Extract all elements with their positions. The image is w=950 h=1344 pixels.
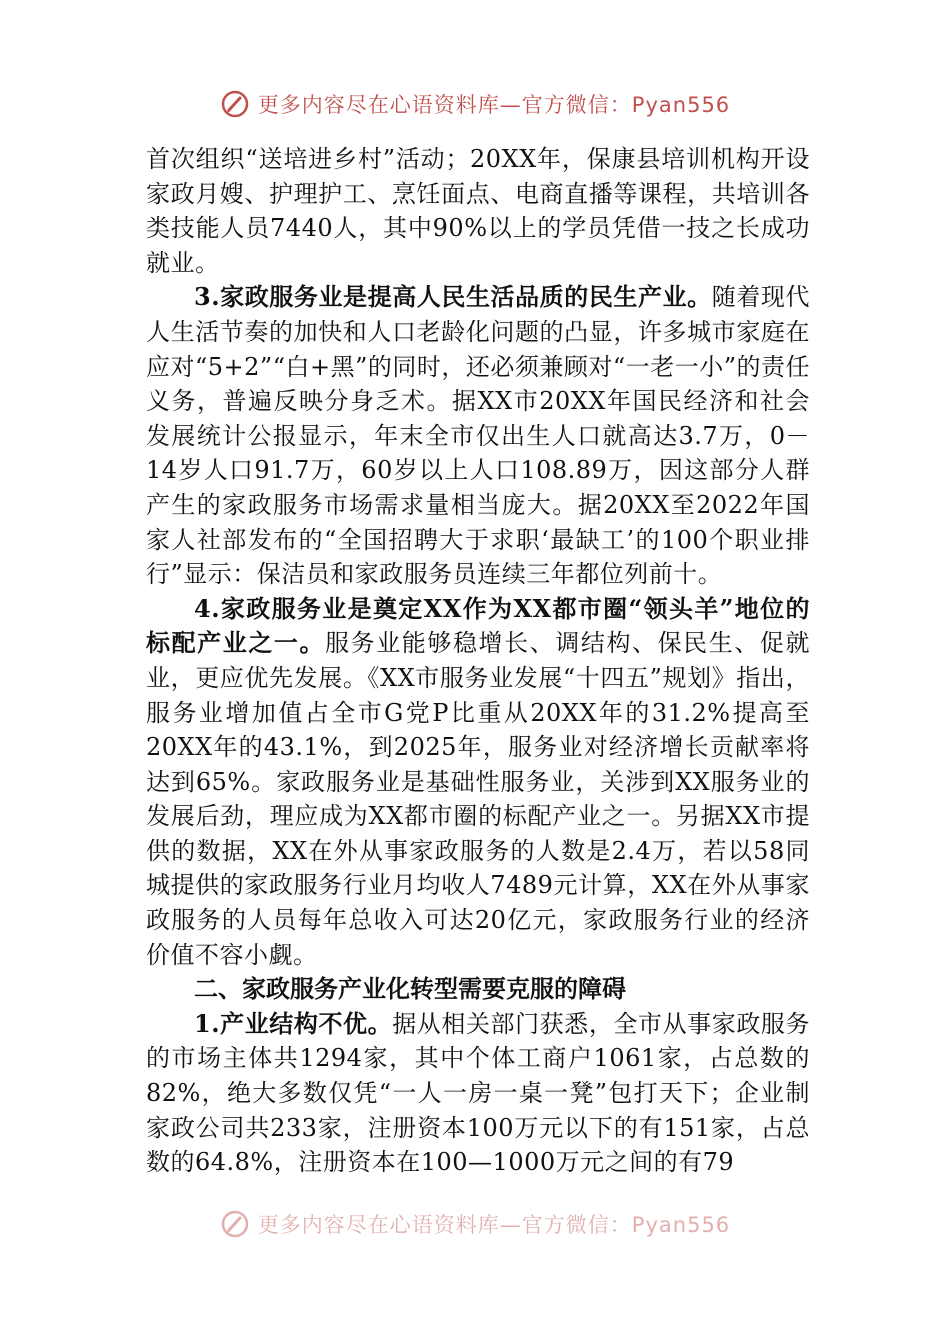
paragraph-lead: 1.产业结构不优。 xyxy=(194,1008,393,1038)
brush-logo-icon xyxy=(220,1209,250,1239)
paragraph-point-3 xyxy=(146,280,810,591)
watermark-footer xyxy=(0,1204,950,1244)
document-body xyxy=(146,142,810,1180)
watermark-text: 更多内容尽在心语资料库—官方微信：Pyan556 xyxy=(257,93,731,117)
section-heading: 二、家政服务产业化转型需要克服的障碍 xyxy=(194,974,626,1004)
paragraph-lead: 3.家政服务业是提高人民生活品质的民生产业。 xyxy=(194,282,712,312)
paragraph-text: 随着现代人生活节奏的加快和人口老龄化问题的凸显，许多城市家庭在应对“5+2”“白+黑”的同时，还必须兼顾对“一老一小”的责任义务，普遍反映分身乏术。据XX市20XX年国民经济和社会发展统计公报显示，年末全市仅出生人口就高达3.7万，0－14岁人口91.7万，60岁以上人口108.89万，因这部分人群产生的家政服务市场需求量相当庞大。据20XX至2022年国家人社部发布的“全国招聘大于求职‘最缺工’的100个职业排行”显示：保洁员和家政服务员连续三年都位列前十。 xyxy=(146,283,810,589)
paragraph-point-4 xyxy=(146,592,810,973)
brush-logo-icon xyxy=(220,89,250,119)
watermark-text: 更多内容尽在心语资料库—官方微信：Pyan556 xyxy=(257,1213,731,1237)
watermark-header xyxy=(0,84,950,124)
paragraph-text: 首次组织“送培进乡村”活动；20XX年，保康县培训机构开设家政月嫂、护理护工、烹饪面点、电商直播等课程，共培训各类技能人员7440人，其中90%以上的学员凭借一技之长成功就业。 xyxy=(146,145,810,277)
paragraph-text: 据从相关部门获悉，全市从事家政服务的市场主体共1294家，其中个体工商户1061家，占总数的82%，绝大多数仅凭“一人一房一桌一凳”包打天下；企业制家政公司共233家，注册资本100万元以下的有151家，占总数的64.8%，注册资本在100—1000万元之间的有79 xyxy=(146,1009,810,1177)
paragraph-point-1 xyxy=(146,1007,810,1180)
paragraph-continued xyxy=(146,142,810,280)
paragraph-text: 服务业能够稳增长、调结构、保民生、促就业，更应优先发展。《XX市服务业发展“十四五”规划》指出，服务业增加值占全市G党P比重从20XX年的31.2%提高至20XX年的43.1%，到2025年，服务业对经济增长贡献率将达到65%。家政服务业是基础性服务业，关涉到XX服务业的发展后劲，理应成为XX都市圈的标配产业之一。另据XX市提供的数据，XX在外从事家政服务的人数是2.4万，若以58同城提供的家政服务行业月均收人7489元计算，XX在外从事家政服务的人员每年总收入可达20亿元，家政服务行业的经济价值不容小觑。 xyxy=(146,629,811,969)
paragraph-lead: 4.家政服务业是奠定XX作为XX都市圈“领头羊”地位的标配产业之一。 xyxy=(146,593,810,658)
